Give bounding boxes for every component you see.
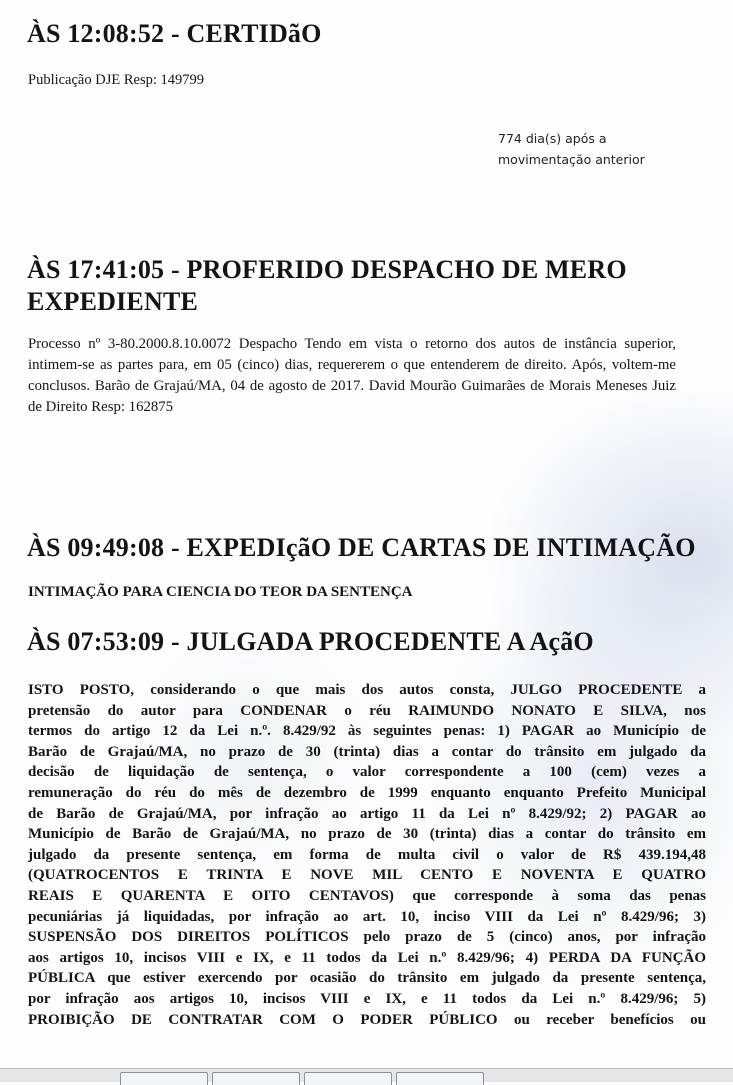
bottom-tab[interactable] (396, 1072, 484, 1085)
sentence-line: Município de Barão de Grajaú/MA, no prazo de 30 (trinta) dias a contar do trânsito em (28, 826, 706, 843)
sentence-line: remuneração do réu do mês de dezembro de 1999 enquanto enquanto Prefeito Municipal (28, 784, 706, 801)
entry-text-despacho: Processo nº 3-80.2000.8.10.0072 Despacho Tendo em vista o retorno dos autos de instância superior, intimem-se as partes para, em 05 (cinco) dias, requererem o que entenderem de direito. Após, voltem-me conclusos. Barão de Grajaú/MA, 04 de agosto de 2017. David Mourão Guimarães de Morais Meneses Juiz de Direito Resp: 162875 (28, 336, 676, 415)
elapsed-days-line2: movimentação anterior (498, 152, 645, 167)
entry-heading-expedicao: ÀS 09:49:08 - EXPEDIçãO DE CARTAS DE INTIMAÇÃO (27, 533, 696, 562)
elapsed-days-note (498, 128, 645, 170)
bottom-tab[interactable] (120, 1072, 208, 1085)
sentence-line: termos do artigo 12 da Lei n.º. 8.429/92 às seguintes penas: 1) PAGAR ao Município de (28, 723, 706, 740)
sentence-line: REAIS E QUARENTA E OITO CENTAVOS) que corresponde à soma das penas (28, 887, 706, 904)
entry-heading-julgada: ÀS 07:53:09 - JULGADA PROCEDENTE A AçãO (27, 627, 594, 656)
entry-text-publicacao: Publicação DJE Resp: 149799 (28, 72, 204, 88)
entry-text-intimacao: INTIMAÇÃO PARA CIENCIA DO TEOR DA SENTENÇA (28, 584, 413, 600)
sentence-line: por infração aos artigos 10, incisos VIII e IX, e 11 todos da Lei n.º 8.429/96; 5) (28, 990, 706, 1007)
sentence-body (28, 680, 706, 1030)
sentence-line: decisão de liquidação de sentença, o valor correspondente a 100 (cem) vezes a (28, 764, 706, 781)
entry-heading-despacho-line2: EXPEDIENTE (27, 287, 199, 316)
sentence-line: (QUATROCENTOS E TRINTA E NOVE MIL CENTO E NOVENTA E QUATRO (28, 867, 706, 884)
entry-heading-despacho (27, 254, 717, 318)
bottom-tab[interactable] (304, 1072, 392, 1085)
sentence-line: aos artigos 10, incisos VIII e IX, e 11 todos da Lei n.º 8.429/96; 4) PERDA DA FUNÇÃO (28, 949, 706, 966)
bottom-toolbar-strip (0, 1068, 733, 1082)
sentence-line: SUSPENSÃO DOS DIREITOS POLÍTICOS pelo prazo de 5 (cinco) anos, por infração (28, 929, 706, 946)
bottom-tab[interactable] (212, 1072, 300, 1085)
elapsed-days-line1: 774 dia(s) após a (498, 131, 607, 146)
sentence-line: PROIBIÇÃO DE CONTRATAR COM O PODER PÚBLICO ou receber benefícios ou (28, 1011, 706, 1028)
entry-heading-despacho-line1: ÀS 17:41:05 - PROFERIDO DESPACHO DE MERO (27, 255, 627, 284)
sentence-line: de Barão de Grajaú/MA, por infração ao artigo 11 da Lei nº 8.429/92; 2) PAGAR ao (28, 805, 706, 822)
sentence-line: ISTO POSTO, considerando o que mais dos autos consta, JULGO PROCEDENTE a (28, 682, 706, 698)
entry-heading-certidao: ÀS 12:08:52 - CERTIDãO (27, 19, 322, 48)
sentence-line: pretensão do autor para CONDENAR o réu RAIMUNDO NONATO E SILVA, nos (28, 702, 706, 719)
sentence-line: julgado da presente sentença, em forma de multa civil o valor de R$ 439.194,48 (28, 846, 706, 863)
sentence-line: pecuniárias já liquidadas, por infração ao art. 10, inciso VIII da Lei nº 8.429/96; 3) (28, 908, 706, 925)
sentence-line: Barão de Grajaú/MA, no prazo de 30 (trinta) dias a contar do trânsito em julgado da (28, 743, 706, 760)
sentence-line: PÚBLICA que estiver exercendo por ocasião do trânsito em julgado da presente sentença, (28, 970, 706, 987)
